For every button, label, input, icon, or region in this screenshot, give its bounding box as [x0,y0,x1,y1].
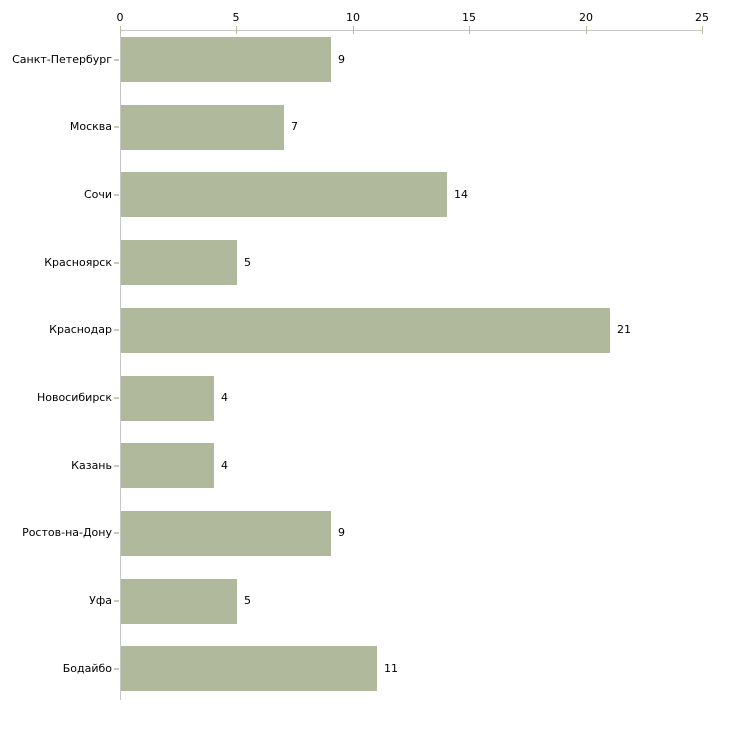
bar [121,646,377,691]
category-label: Бодайбо [62,662,112,675]
value-label: 4 [221,391,228,404]
category-label: Новосибирск [36,391,112,404]
x-tick-label: 25 [695,11,709,24]
x-tick-label: 10 [346,11,360,24]
value-label: 5 [244,594,251,607]
category-tick [114,465,119,467]
category-label: Ростов-на-Дону [22,526,112,539]
category-tick [114,194,119,196]
x-tick-label: 0 [116,11,124,24]
category-tick [114,600,119,602]
value-label: 9 [338,53,345,66]
x-axis-line [120,30,702,31]
x-tick-label: 20 [579,11,593,24]
category-label: Москва [69,120,112,133]
value-label: 4 [221,459,228,472]
x-tick-mark [236,26,237,34]
value-label: 9 [338,526,345,539]
value-label: 21 [617,323,631,336]
value-label: 7 [291,120,298,133]
category-label: Казань [71,459,112,472]
category-tick [114,329,119,331]
x-tick-mark [120,26,121,34]
bar [121,105,284,150]
x-tick-mark [702,26,703,34]
bar [121,579,237,624]
bar [121,308,610,353]
x-tick-mark [586,26,587,34]
x-tick-mark [469,26,470,34]
bar [121,172,447,217]
category-label: Сочи [83,188,112,201]
category-tick [114,59,119,61]
value-label: 5 [244,256,251,269]
bar [121,37,331,82]
bar [121,240,237,285]
category-tick [114,262,119,264]
value-label: 14 [454,188,468,201]
x-tick-label: 5 [232,11,240,24]
category-label: Уфа [89,594,112,607]
x-tick-label: 15 [462,11,476,24]
category-label: Красноярск [44,256,112,269]
category-tick [114,668,119,670]
bar [121,443,214,488]
category-label: Санкт-Петербург [12,53,112,66]
category-tick [114,532,119,534]
category-label: Краснодар [49,323,112,336]
bar [121,511,331,556]
bar [121,376,214,421]
x-tick-mark [353,26,354,34]
category-tick [114,397,119,399]
category-tick [114,126,119,128]
value-label: 11 [384,662,398,675]
